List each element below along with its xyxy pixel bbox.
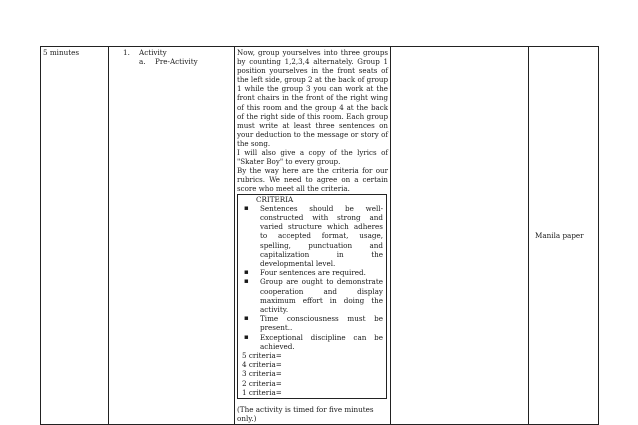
score-line: 5 criteria= [242, 350, 282, 360]
score-line: 1 criteria= [242, 387, 282, 397]
sub-activity-heading [111, 57, 232, 66]
activity-cell [109, 47, 235, 425]
resources-text: Manila paper [535, 231, 584, 241]
score-line: 4 criteria= [242, 360, 282, 370]
table-row [41, 47, 599, 425]
criteria-item-text: Sentences should be well-constructed with strong and varied structure which adheres to accepted format, usage, spelling, punctuation and capitalization in the developmental level. [260, 203, 383, 268]
criteria-item-text: Group are ought to demonstrate cooperation and display maximum effort in doing the activity. [260, 277, 383, 314]
criteria-item-text: Time consciousness must be present.. [260, 314, 383, 333]
activity-title: Activity [139, 48, 167, 57]
bullet-icon: ▪ [244, 268, 249, 277]
criteria-item [242, 268, 383, 277]
instruction-paragraph: By the way here are the criteria for our rubrics. We need to agree on a certain score who meet all the criteria. [237, 166, 388, 194]
bullet-icon: ▪ [244, 203, 249, 212]
instruction-paragraph: Now, group yourselves into three groups by counting 1,2,3,4 alternately. Group 1 position yourselves in the front seats of the left side, group 2 at the back of group 1 while the group 3 you can work at the front chairs in the front of the right wing of this room and the group 4 at the back of the right side of this room. Each group must write at least three sentences on your deduction to the message or story of the song. [237, 48, 388, 148]
time-text: 5 minutes [43, 48, 80, 57]
empty-cell [391, 47, 529, 425]
lesson-plan-table [40, 46, 599, 425]
instructions-cell [235, 47, 391, 425]
criteria-item [242, 314, 383, 332]
criteria-item-text: Exceptional discipline can be achieved. [260, 332, 383, 351]
criteria-item [242, 333, 383, 351]
bullet-icon: ▪ [244, 277, 249, 286]
score-line: 2 criteria= [242, 378, 282, 388]
criteria-item [242, 204, 383, 268]
timing-note: (The activity is timed for five minutes only.) [237, 404, 374, 424]
criteria-item-text: Four sentences are required. [260, 268, 366, 278]
bullet-icon: ▪ [244, 314, 249, 323]
activity-heading [111, 48, 232, 57]
resources-cell [529, 47, 599, 425]
sub-activity-title: Pre-Activity [155, 57, 198, 67]
criteria-box [237, 194, 387, 399]
activity-number: 1. [123, 48, 130, 57]
criteria-title: CRITERIA [256, 194, 294, 204]
criteria-list [242, 204, 383, 351]
instruction-paragraph: I will also give a copy of the lyrics of "Skater Boy" to every group. [237, 148, 388, 167]
time-cell [41, 47, 109, 425]
criteria-item [242, 277, 383, 314]
sub-activity-letter: a. [139, 57, 146, 67]
bullet-icon: ▪ [244, 332, 249, 341]
score-line: 3 criteria= [242, 369, 282, 379]
